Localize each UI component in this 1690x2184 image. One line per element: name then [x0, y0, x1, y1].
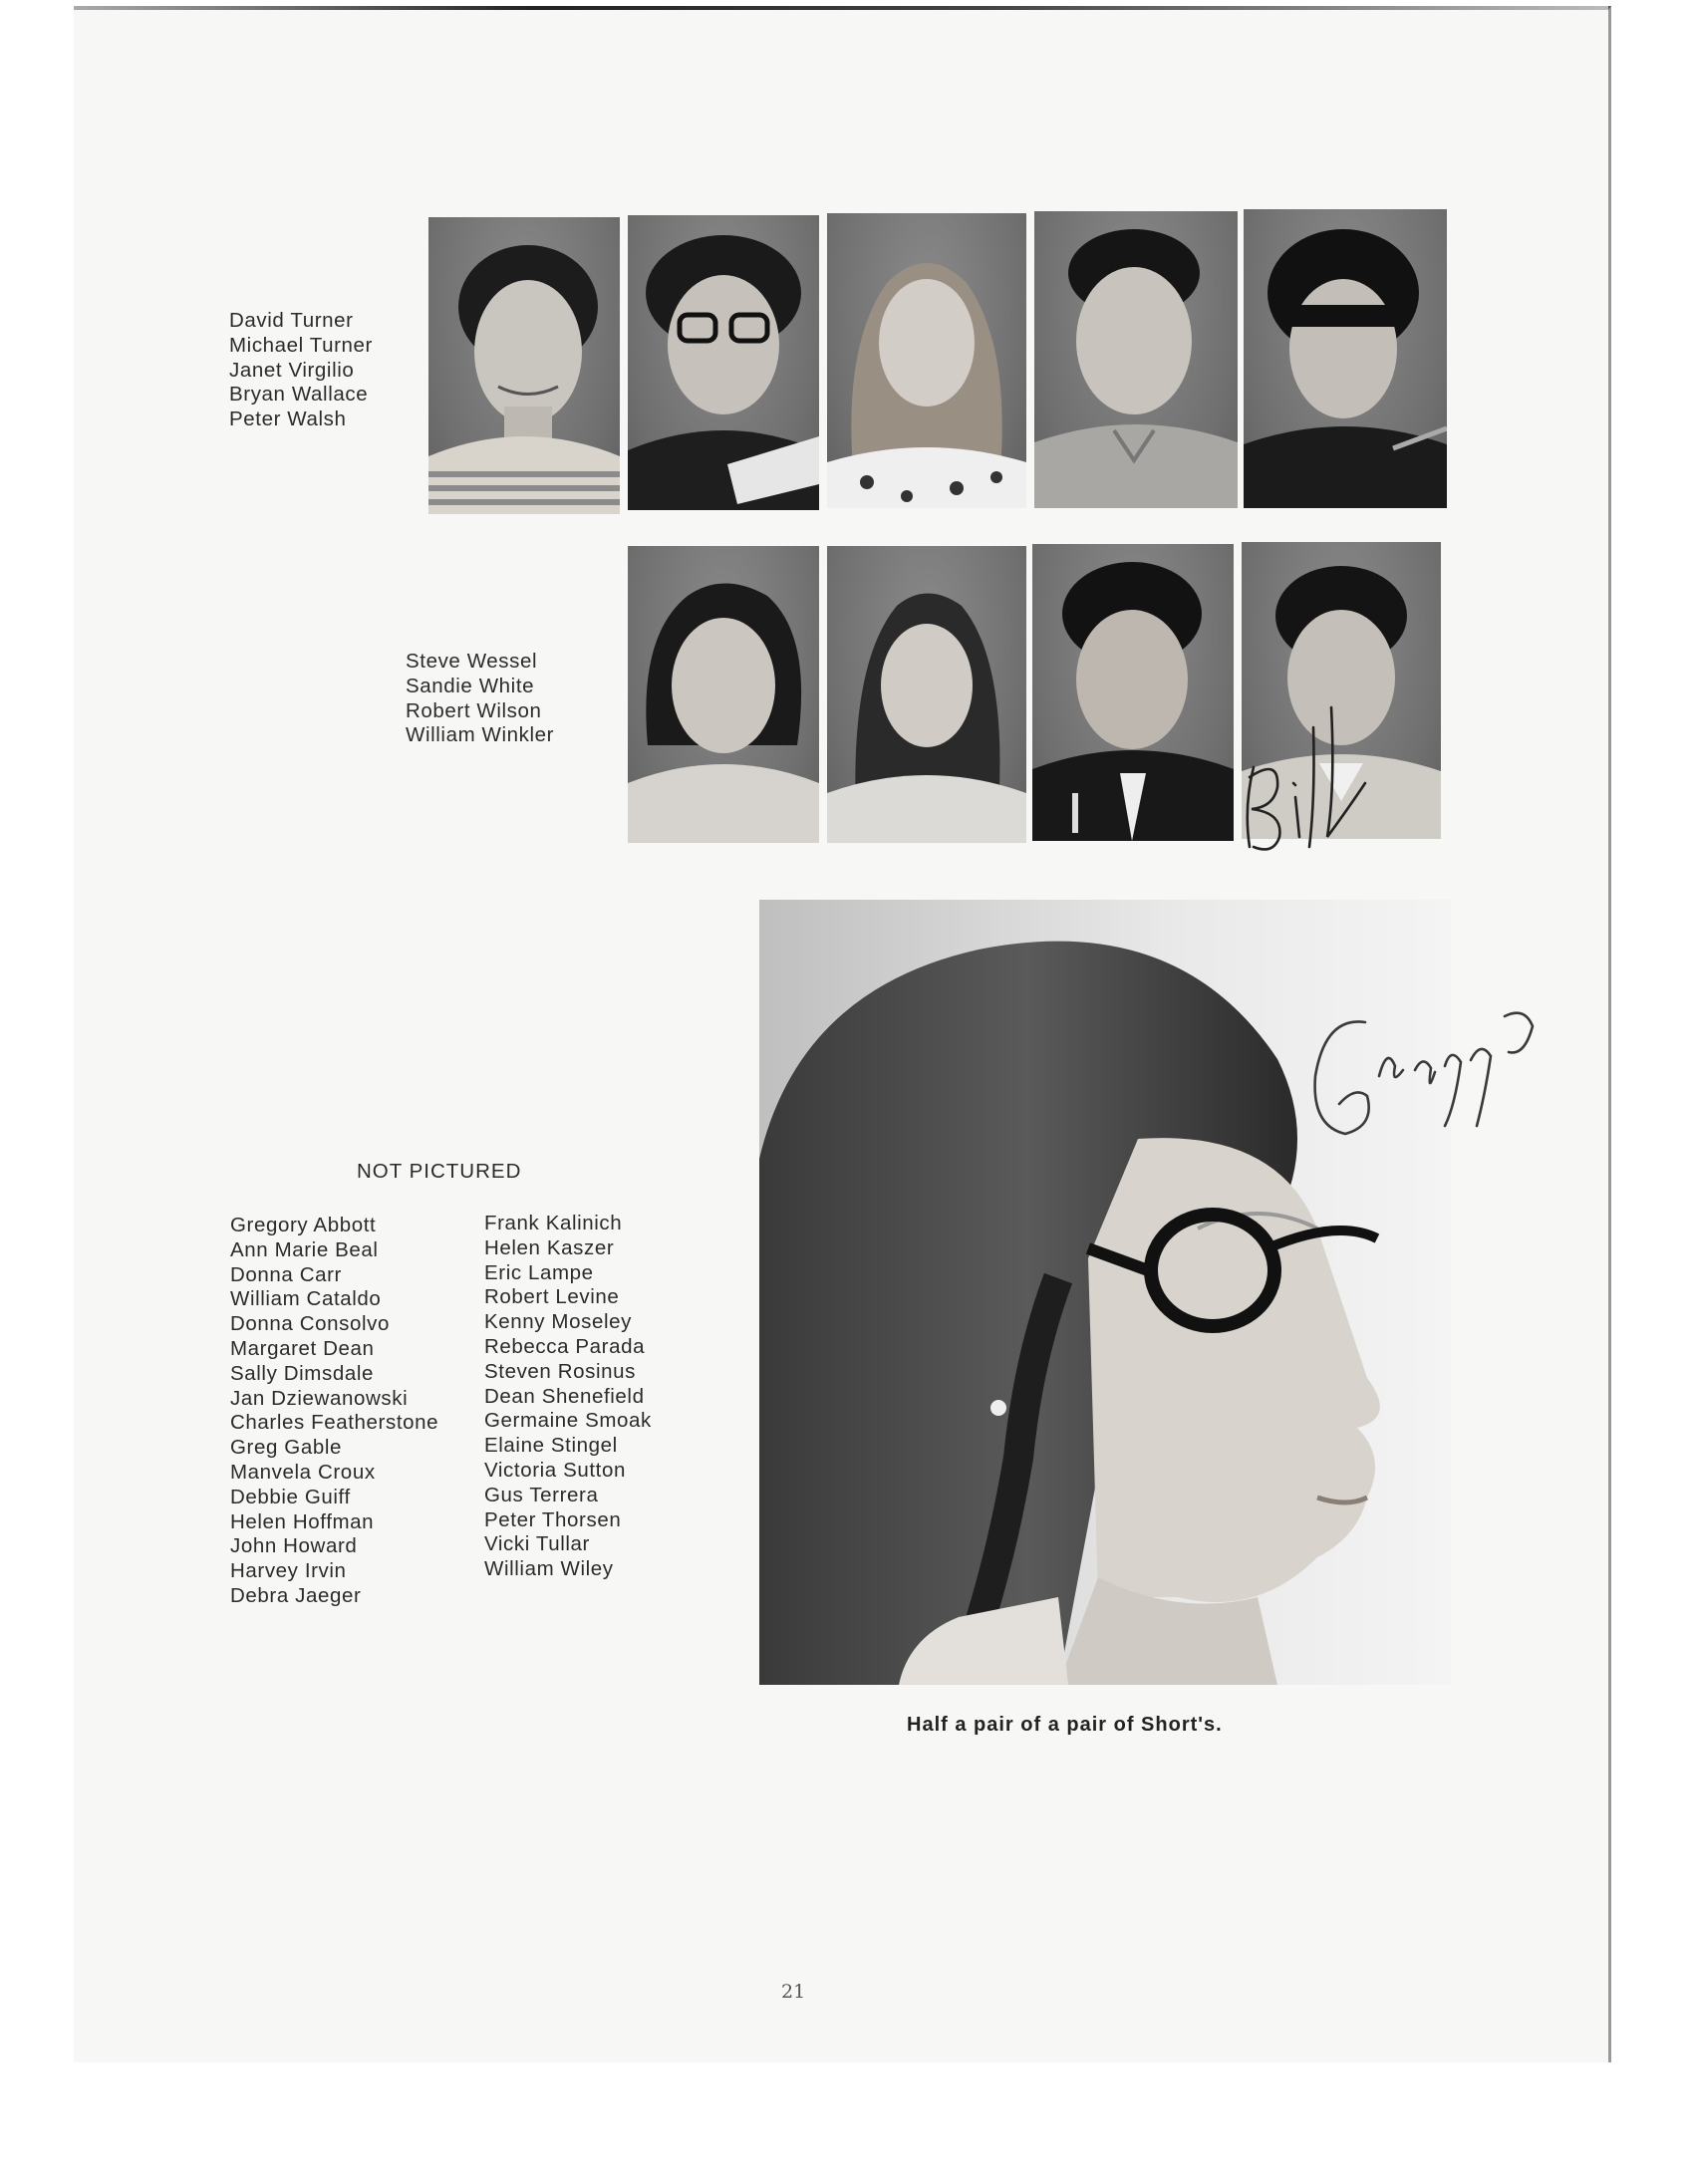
row1-name: Peter Walsh [229, 408, 347, 431]
portrait-photo [827, 213, 1026, 508]
row1-name: Bryan Wallace [229, 383, 369, 407]
portrait-photo [428, 217, 620, 514]
list-item: Charles Featherstone [230, 1411, 439, 1435]
list-item: Helen Kaszer [484, 1235, 615, 1259]
portrait-photo [1242, 542, 1441, 839]
list-item: Vicki Tullar [484, 1532, 590, 1556]
list-item: William Wiley [484, 1557, 614, 1581]
list-item: William Cataldo [230, 1287, 382, 1311]
list-item: Elaine Stingel [484, 1434, 618, 1458]
row2-name: Sandie White [406, 674, 535, 697]
row2-name: Robert Wilson [406, 698, 542, 722]
list-item: Jan Dziewanowski [230, 1386, 409, 1410]
not-pictured-heading: NOT PICTURED [357, 1160, 522, 1183]
row1-name: Janet Virgilio [229, 358, 355, 382]
page-top-edge [74, 6, 1608, 10]
list-item: Debbie Guiff [230, 1485, 351, 1508]
list-item: Steven Rosinus [484, 1359, 636, 1383]
list-item: Margaret Dean [230, 1336, 375, 1360]
portrait-photo [827, 546, 1026, 843]
row2-name: William Winkler [406, 723, 555, 747]
row2-name: Steve Wessel [406, 650, 538, 673]
list-item: Harvey Irvin [230, 1559, 347, 1583]
list-item: Kenny Moseley [484, 1310, 632, 1334]
list-item: Donna Consolvo [230, 1312, 390, 1336]
list-item: Eric Lampe [484, 1260, 594, 1284]
page-number: 21 [781, 1981, 806, 2003]
portrait-photo [1032, 544, 1234, 841]
row2-names [406, 650, 554, 748]
row1-name: David Turner [229, 309, 354, 332]
list-item: John Howard [230, 1534, 358, 1558]
list-item: Greg Gable [230, 1436, 342, 1460]
list-item: Peter Thorsen [484, 1507, 622, 1531]
portrait-photo [1034, 211, 1238, 508]
list-item: Dean Shenefield [484, 1384, 645, 1408]
list-item: Gus Terrera [484, 1483, 599, 1506]
list-item: Frank Kalinich [484, 1212, 623, 1234]
row1-name: Michael Turner [229, 333, 373, 357]
list-item: Ann Marie Beal [230, 1237, 379, 1261]
list-item: Robert Levine [484, 1285, 620, 1309]
not-pictured-column-2 [484, 1212, 652, 1582]
portrait-photo [628, 215, 819, 510]
list-item: Rebecca Parada [484, 1334, 646, 1358]
list-item: Debra Jaeger [230, 1583, 362, 1607]
list-item: Victoria Sutton [484, 1458, 626, 1482]
list-item: Helen Hoffman [230, 1509, 375, 1533]
row1-names [229, 309, 373, 432]
portrait-photo [628, 546, 819, 843]
photo-caption: Half a pair of a pair of Short's. [907, 1714, 1223, 1736]
list-item: Gregory Abbott [230, 1214, 377, 1236]
list-item: Sally Dimsdale [230, 1361, 374, 1385]
portrait-photo [1244, 209, 1447, 508]
candid-photo [759, 900, 1451, 1685]
list-item: Germaine Smoak [484, 1409, 652, 1433]
list-item: Manvela Croux [230, 1460, 376, 1484]
not-pictured-column-1 [230, 1214, 438, 1609]
list-item: Donna Carr [230, 1262, 342, 1286]
